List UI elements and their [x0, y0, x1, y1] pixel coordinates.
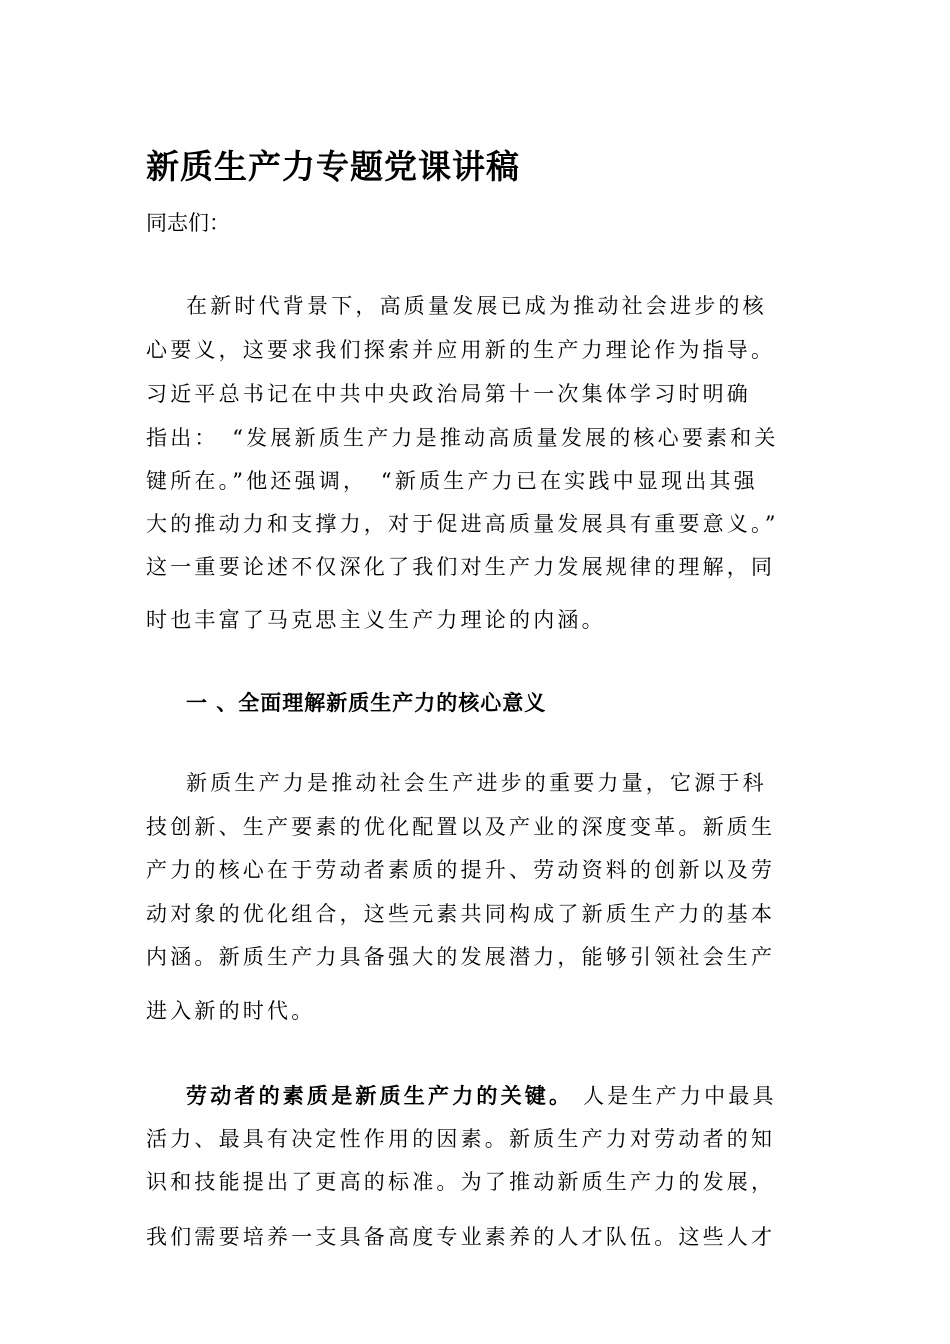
paragraph-line: 内涵。新质生产力具备强大的发展潜力，能够引领社会生产 [146, 945, 776, 969]
paragraph-line: 进入新的时代。 [146, 999, 316, 1023]
paragraph-line: 这一重要论述不仅深化了我们对生产力发展规律的理解，同 [146, 555, 776, 579]
paragraph-line: 指出： “发展新质生产力是推动高质量发展的核心要素和关 [146, 426, 779, 450]
paragraph-line: 大的推动力和支撑力，对于促进高质量发展具有重要意义。” [146, 512, 779, 536]
salutation: 同志们： [146, 211, 230, 235]
paragraph-line: 活力、最具有决定性作用的因素。新质生产力对劳动者的知 [146, 1127, 776, 1151]
bold-lead: 劳动者的素质是新质生产力的关键。 [186, 1083, 574, 1108]
paragraph-line: 我们需要培养一支具备高度专业素养的人才队伍。这些人才 [146, 1225, 776, 1249]
paragraph-line: 新质生产力是推动社会生产进步的重要力量，它源于科 [186, 771, 767, 795]
paragraph-line: 时也丰富了马克思主义生产力理论的内涵。 [146, 608, 606, 632]
document-title: 新质生产力专题党课讲稿 [146, 147, 520, 186]
section-heading: 一 、全面理解新质生产力的核心意义 [186, 690, 547, 715]
paragraph-line: 心要义，这要求我们探索并应用新的生产力理论作为指导。 [146, 338, 776, 362]
paragraph-line: 在新时代背景下，高质量发展已成为推动社会进步的核 [186, 294, 767, 318]
paragraph-line: 产力的核心在于劳动者素质的提升、劳动资料的创新以及劳 [146, 858, 776, 882]
paragraph-line: 键所在。”他还强调， “新质生产力已在实践中显现出其强 [146, 469, 758, 493]
paragraph-text: 人是生产力中最具 [573, 1084, 777, 1108]
paragraph-line [186, 1081, 777, 1111]
paragraph-line: 技创新、生产要素的优化配置以及产业的深度变革。新质生 [146, 815, 776, 839]
paragraph-line: 识和技能提出了更高的标准。为了推动新质生产力的发展， [146, 1170, 776, 1194]
paragraph-line: 习近平总书记在中共中央政治局第十一次集体学习时明确 [146, 382, 751, 406]
paragraph-line: 动对象的优化组合，这些元素共同构成了新质生产力的基本 [146, 902, 776, 926]
